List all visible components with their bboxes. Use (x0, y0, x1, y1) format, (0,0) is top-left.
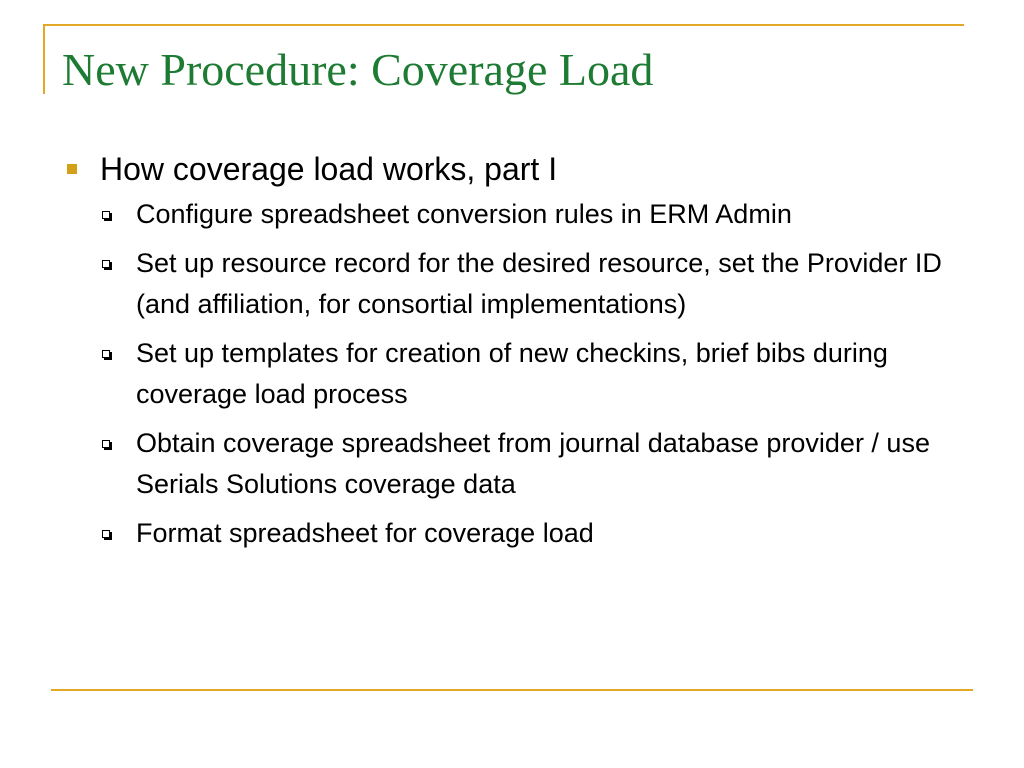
top-divider-line (43, 24, 964, 26)
shadowed-box-bullet-icon (102, 350, 112, 360)
sub-bullet-item (62, 333, 962, 415)
sub-bullet-item (62, 513, 962, 554)
sub-bullet-text: Set up templates for creation of new checkins, brief bibs during coverage load process (136, 338, 888, 409)
left-accent-line (43, 24, 45, 94)
shadowed-box-bullet-icon (102, 440, 112, 450)
shadowed-box-bullet-icon (102, 211, 112, 221)
sub-bullet-text: Obtain coverage spreadsheet from journal database provider / use Serials Solutions coverage data (136, 428, 930, 499)
slide-title: New Procedure: Coverage Load (62, 44, 654, 95)
sub-bullet-text: Set up resource record for the desired resource, set the Provider ID (and affiliation, for consortial implementations) (136, 248, 942, 319)
shadowed-box-bullet-icon (102, 260, 112, 270)
sub-bullet-item (62, 243, 962, 325)
square-bullet-icon (67, 164, 77, 174)
bullet-level-1 (62, 146, 962, 192)
sub-bullet-text: Format spreadsheet for coverage load (136, 518, 594, 548)
shadowed-box-bullet-icon (102, 530, 112, 540)
sub-bullet-list (62, 194, 962, 554)
sub-bullet-text: Configure spreadsheet conversion rules in ERM Admin (136, 199, 792, 229)
bullet-level-1-text: How coverage load works, part I (100, 151, 558, 187)
sub-bullet-item (62, 194, 962, 235)
bottom-divider-line (51, 689, 973, 691)
slide-body (62, 146, 962, 562)
sub-bullet-item (62, 423, 962, 505)
